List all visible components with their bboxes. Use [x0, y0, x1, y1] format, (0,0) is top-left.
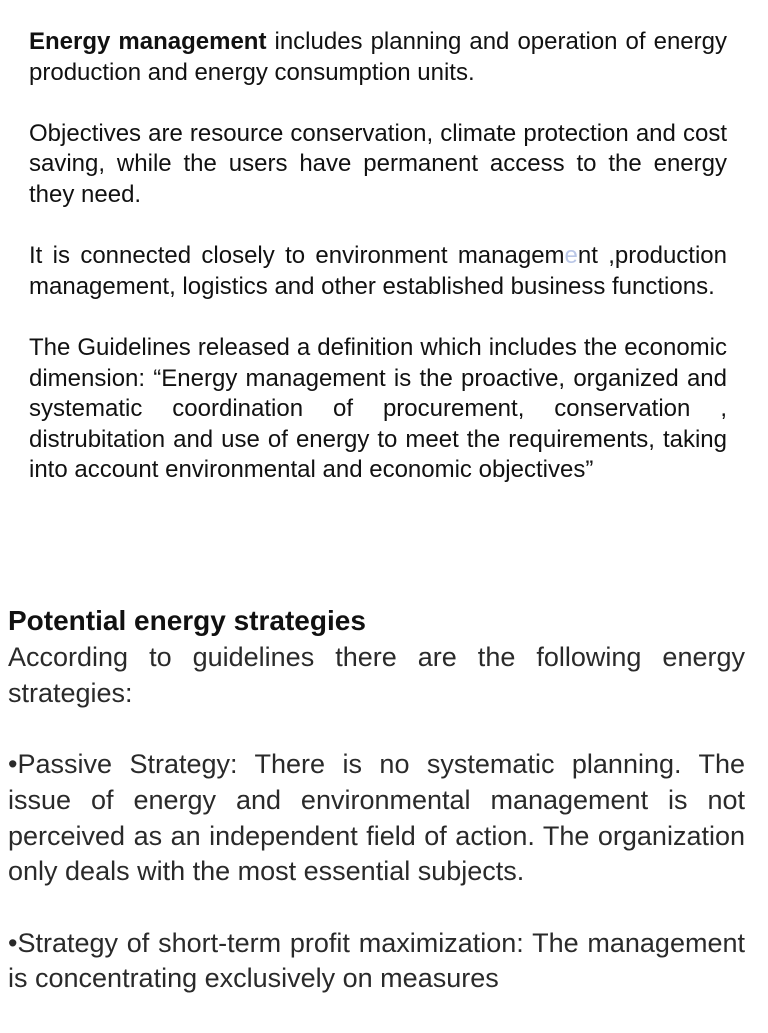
intro-paragraph-objectives: Objectives are resource conservation, climate protection and cost saving, while the users have permanent access to the energy they need. — [29, 119, 727, 208]
strategies-section — [8, 602, 745, 1033]
intro-paragraph-definition — [29, 27, 727, 88]
intro-paragraph-connections — [29, 241, 727, 302]
energy-management-term: Energy management — [29, 28, 267, 55]
intro-section — [29, 27, 727, 517]
strategies-heading: Potential energy strategies — [8, 605, 366, 636]
short-term-strategy-item: •Strategy of short-term profit maximization: The management is concentrating exclusively on measures — [8, 927, 745, 994]
intro-paragraph-guidelines: The Guidelines released a definition which includes the economic dimension: “Energy management is the proactive, organized and systematic coordination of procurement, conservation , distrubitation and use of energy to meet the requirements, taking into account environmental and economic objectives” — [29, 333, 727, 484]
faint-letter: e — [564, 242, 578, 270]
connections-text-end: nt ,production management, logistics and other established business functions. — [29, 242, 727, 300]
connections-text-start: It is connected closely to environment managem — [29, 242, 565, 270]
definition-text: includes planning and operation of energy production and energy consumption units. — [29, 28, 727, 86]
strategies-intro: According to guidelines there are the following energy strategies: — [8, 642, 745, 708]
passive-strategy-item: •Passive Strategy: There is no systematic planning. The issue of energy and environmental management is not perceived as an independent field of action. The organization only deals with the most essential subjects. — [8, 749, 745, 887]
